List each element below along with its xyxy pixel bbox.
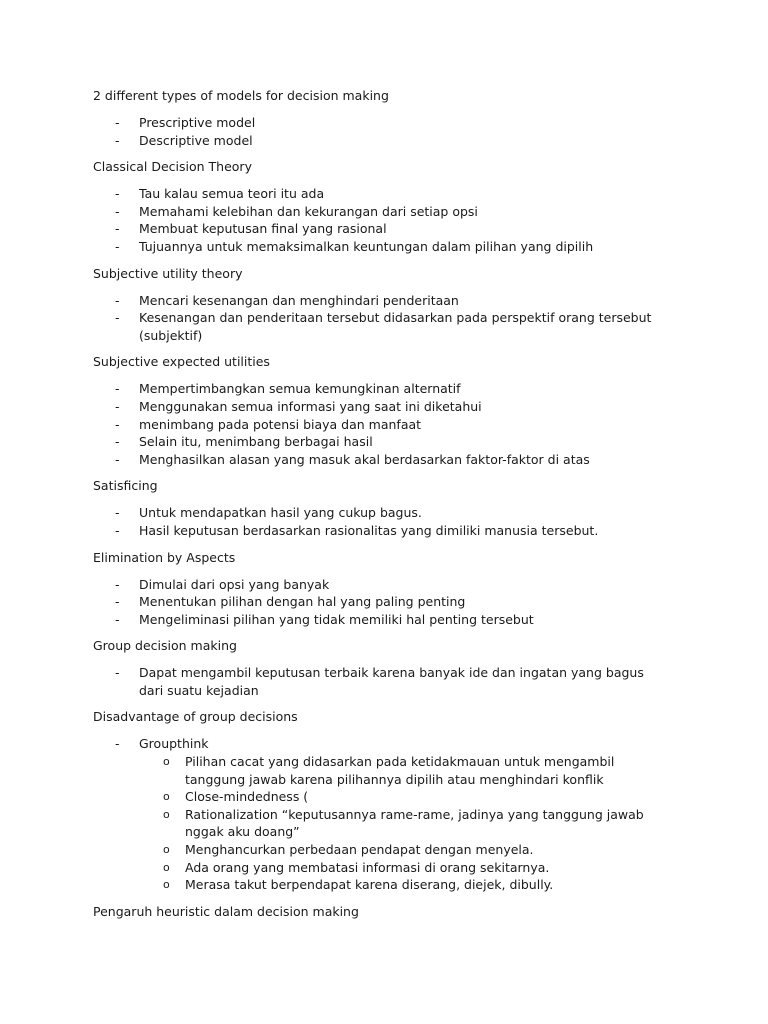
sub-list-item (139, 841, 693, 859)
list-item-text: Tau kalau semua teori itu ada (139, 186, 325, 202)
section-heading: Pengaruh heuristic dalam decision making (93, 903, 359, 919)
list-item (93, 203, 693, 221)
list-item-text: Mengeliminasi pilihan yang tidak memiliki hal penting tersebut (139, 611, 534, 627)
list-item (93, 380, 693, 398)
sub-list-item-text: Menghancurkan perbedaan pendapat dengan menyela. (185, 842, 534, 858)
list-item-text: Hasil keputusan berdasarkan rasionalitas yang dimiliki manusia tersebut. (139, 522, 599, 538)
list-item-text: Mempertimbangkan semua kemungkinan alternatif (139, 381, 461, 397)
sub-list-item-text: Ada orang yang membatasi informasi di orang sekitarnya. (185, 859, 550, 875)
sub-list-item (139, 859, 693, 877)
section-heading: Elimination by Aspects (93, 549, 236, 565)
list-item (93, 433, 693, 451)
list-item-text: Kesenangan dan penderitaan tersebut didasarkan pada perspektif orang tersebut (subjektif) (139, 310, 652, 343)
list-item (93, 522, 693, 540)
dash-bullet: - (115, 310, 120, 326)
list-item-text: Groupthink (139, 736, 209, 752)
circle-bullet: o (163, 755, 170, 769)
section-heading: 2 different types of models for decision making (93, 88, 389, 103)
list-item-text: Selain itu, menimbang berbagai hasil (139, 434, 373, 450)
dash-bullet: - (115, 115, 120, 130)
dash-bullet: - (115, 381, 120, 397)
dash-bullet: - (115, 238, 120, 254)
list-item-text: Menggunakan semua informasi yang saat ini diketahui (139, 398, 482, 414)
sub-list-item (139, 753, 693, 788)
list-item (93, 611, 693, 629)
list-item-text: Tujuannya untuk memaksimalkan keuntungan dalam pilihan yang dipilih (139, 238, 594, 254)
list-item (93, 504, 693, 522)
dash-bullet: - (115, 292, 120, 308)
list-item (93, 309, 693, 344)
list-item (93, 114, 693, 132)
list-item-text: Membuat keputusan final yang rasional (139, 221, 387, 237)
circle-bullet: o (163, 843, 170, 857)
list-item (93, 664, 693, 699)
dash-bullet: - (115, 203, 120, 219)
dash-bullet: - (115, 451, 120, 467)
dash-bullet: - (115, 132, 120, 148)
bullet-list (93, 292, 693, 345)
list-item (93, 220, 693, 238)
dash-bullet: - (115, 434, 120, 450)
section-heading: Disadvantage of group decisions (93, 709, 298, 725)
bullet-list (93, 185, 693, 255)
list-item (93, 416, 693, 434)
list-item (93, 132, 693, 150)
sub-list-item (139, 806, 693, 841)
list-item-text: Dimulai dari opsi yang banyak (139, 576, 330, 592)
list-item-text: Memahami kelebihan dan kekurangan dari setiap opsi (139, 203, 478, 219)
dash-bullet: - (115, 594, 120, 610)
circle-bullet: o (163, 807, 170, 821)
list-item-text: Prescriptive model (139, 115, 256, 130)
sub-list-item-text: Rationalization “keputusannya rame-rame, jadinya yang tanggung jawab nggak aku doang” (185, 806, 644, 840)
dash-bullet: - (115, 611, 120, 627)
list-item (93, 398, 693, 416)
list-item-text: Dapat mengambil keputusan terbaik karena banyak ide dan ingatan yang bagus dari suatu kejadian (139, 665, 644, 698)
dash-bullet: - (115, 186, 120, 202)
sub-list-item (139, 788, 693, 806)
list-item (93, 576, 693, 594)
sub-bullet-list (139, 753, 693, 894)
list-item-text: Untuk mendapatkan hasil yang cukup bagus. (139, 505, 422, 521)
list-item-text: menimbang pada potensi biaya dan manfaat (139, 416, 422, 432)
document-content (93, 87, 693, 921)
list-item (93, 185, 693, 203)
list-item-text: Mencari kesenangan dan menghindari penderitaan (139, 292, 459, 308)
list-item (93, 593, 693, 611)
dash-bullet: - (115, 736, 120, 752)
section-heading: Classical Decision Theory (93, 159, 252, 175)
circle-bullet: o (163, 790, 170, 804)
dash-bullet: - (115, 505, 120, 521)
dash-bullet: - (115, 416, 120, 432)
sub-list-item-text: Pilihan cacat yang didasarkan pada ketidakmauan untuk mengambil tanggung jawab karena pilihannya dipilih atau menghindari konflik (185, 754, 615, 787)
bullet-list (93, 576, 693, 629)
sub-list-item-text: Close-mindedness ( (185, 789, 309, 805)
section-heading: Group decision making (93, 638, 237, 654)
sub-list-item (139, 876, 693, 894)
dash-bullet: - (115, 522, 120, 538)
section-heading: Subjective utility theory (93, 265, 243, 281)
list-item (93, 292, 693, 310)
section-heading: Subjective expected utilities (93, 354, 270, 370)
dash-bullet: - (115, 398, 120, 414)
bullet-list (93, 735, 693, 893)
section-heading: Satisficing (93, 478, 158, 494)
bullet-list (93, 664, 693, 699)
circle-bullet: o (163, 878, 170, 892)
circle-bullet: o (163, 860, 170, 874)
list-item-text: Menghasilkan alasan yang masuk akal berdasarkan faktor-faktor di atas (139, 451, 590, 467)
dash-bullet: - (115, 576, 120, 592)
dash-bullet: - (115, 221, 120, 237)
list-item (93, 238, 693, 256)
bullet-list (93, 114, 693, 149)
dash-bullet: - (115, 665, 120, 681)
list-item-text: Descriptive model (139, 132, 253, 148)
bullet-list (93, 504, 693, 539)
list-item (93, 735, 693, 893)
sub-list-item-text: Merasa takut berpendapat karena diserang, diejek, dibully. (185, 877, 554, 893)
list-item (93, 451, 693, 469)
bullet-list (93, 380, 693, 468)
list-item-text: Menentukan pilihan dengan hal yang paling penting (139, 594, 466, 610)
